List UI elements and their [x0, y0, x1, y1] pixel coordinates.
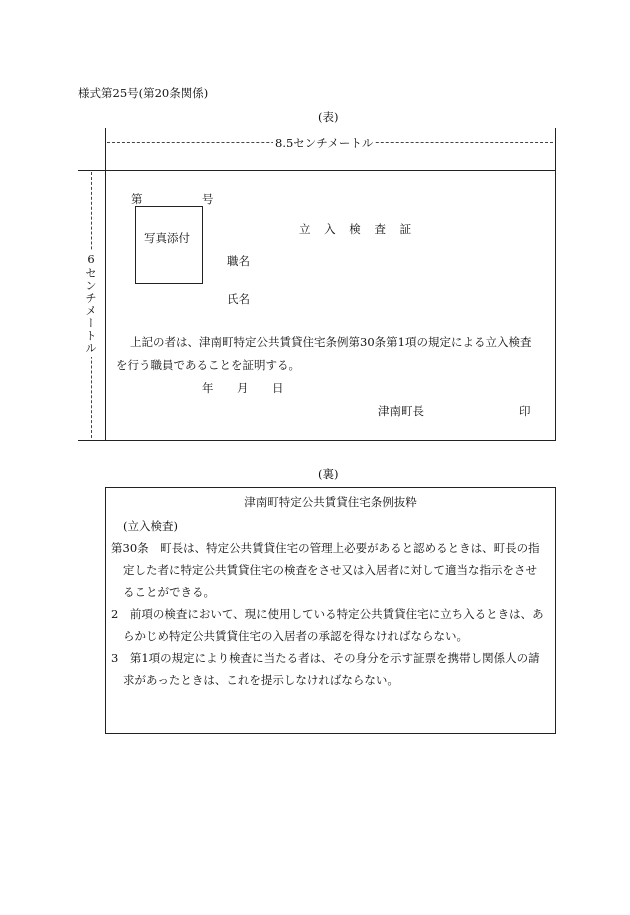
paragraph-3: 3 第1項の規定により検査に当たる者は、その身分を示す証票を携帯し関係人の請求があったときは、これを提示しなければならない。 — [111, 651, 540, 687]
title-field-label: 職名 — [227, 254, 250, 268]
card-right-border — [555, 128, 556, 440]
number-suffix: 号 — [202, 192, 214, 206]
form-number: 様式第25号(第20条関係) — [78, 86, 209, 100]
width-dimension-label: 8.5センチメートル — [275, 136, 374, 150]
photo-label: 写真添付 — [144, 231, 190, 245]
issuer: 津南町長 — [378, 404, 424, 418]
certification-line-2: を行う職員であることを証明する。 — [116, 358, 300, 372]
front-side-label: (表) — [318, 110, 339, 124]
certification-line-1: 上記の者は、津南町特定公共賃貸住宅条例第30条第1項の規定による立入検査 — [130, 335, 532, 349]
date-year: 年 — [202, 381, 214, 395]
excerpt-title: 津南町特定公共賃貸住宅条例抜粋 — [244, 495, 417, 509]
name-field-label: 氏名 — [227, 292, 250, 306]
card-left-border — [105, 128, 106, 440]
date-day: 日 — [272, 381, 284, 395]
number-prefix: 第 — [131, 192, 143, 206]
date-month: 月 — [237, 381, 249, 395]
card-title: 立 入 検 査 証 — [299, 222, 413, 236]
section-caption: (立入検査) — [123, 519, 178, 533]
back-side-label: (裏) — [318, 467, 339, 481]
card-bottom-border — [78, 440, 556, 441]
article-30: 第30条 町長は、特定公共賃貸住宅の管理上必要があると認めるときは、町長の指定した者に特定公共賃貸住宅の検査をさせ又は入居者に対して適当な指示をさせることができる。 — [111, 541, 540, 599]
seal-mark: 印 — [519, 404, 531, 418]
excerpt-body — [111, 515, 547, 691]
height-dimension-label: 6センチメートル — [84, 252, 98, 355]
card-top-border — [78, 170, 556, 171]
paragraph-2: 2 前項の検査において、現に使用している特定公共賃貸住宅に立ち入るときは、あらかじめ特定公共賃貸住宅の入居者の承認を得なければならない。 — [111, 607, 544, 643]
